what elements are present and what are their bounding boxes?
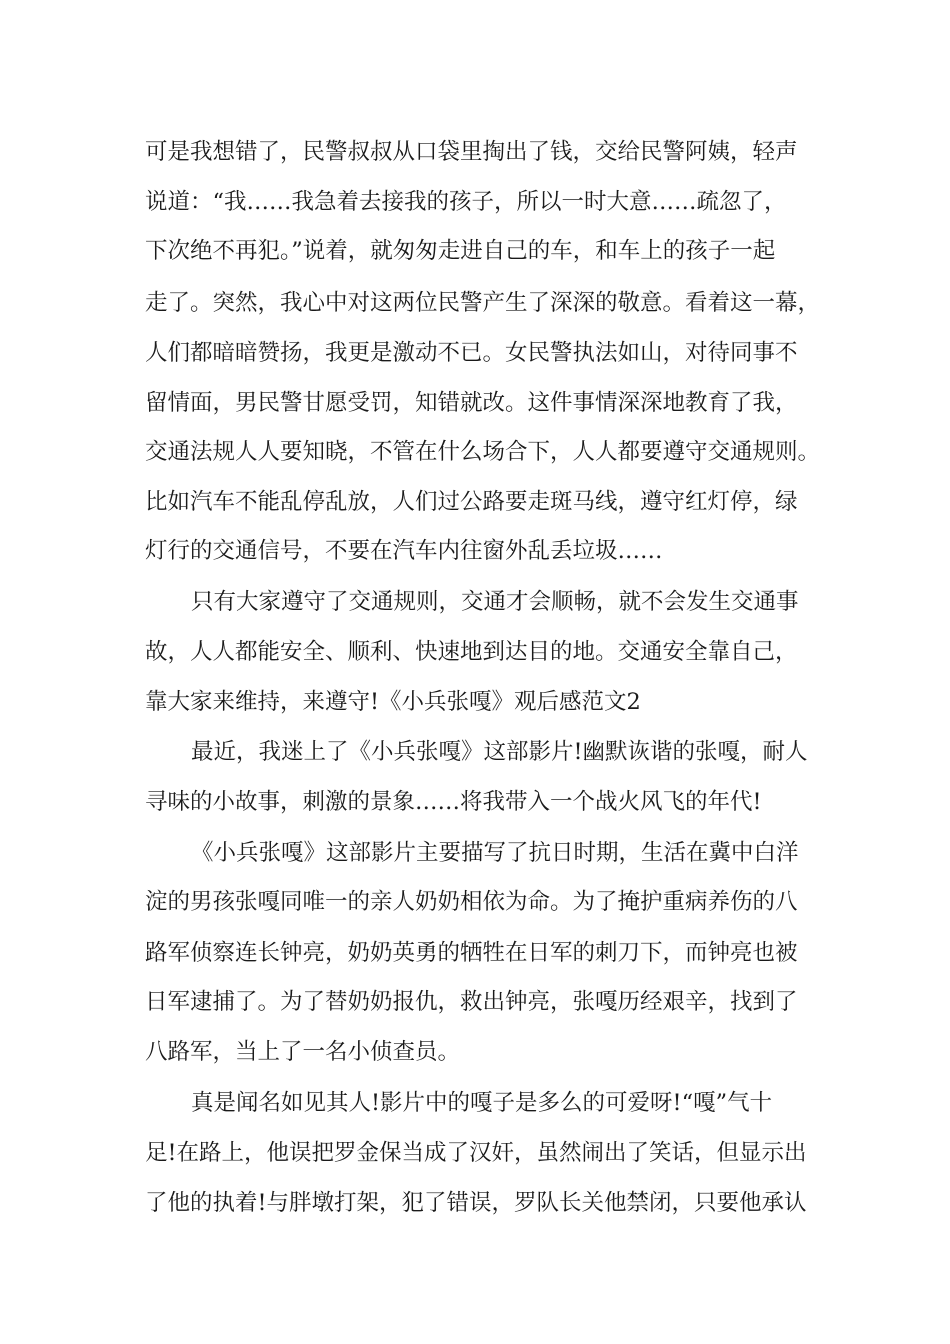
- text-line: 路军侦察连长钟亮，奶奶英勇的牺牲在日军的刺刀下，而钟亮也被: [145, 940, 798, 966]
- text-line: 留情面，男民警甘愿受罚，知错就改。这件事情深深地教育了我，: [145, 390, 798, 416]
- text-line: 足!在路上，他误把罗金保当成了汉奸，虽然闹出了笑话，但显示出: [145, 1140, 807, 1166]
- paragraph-start: 真是闻名如见其人!影片中的嘎子是多么的可爱呀!“嘎”气十: [191, 1090, 773, 1116]
- text-line: 淀的男孩张嘎同唯一的亲人奶奶相依为命。为了掩护重病养伤的八: [145, 889, 798, 915]
- text-line: 人们都暗暗赞扬，我更是激动不已。女民警执法如山，对待同事不: [145, 340, 798, 366]
- text-line: 可是我想错了，民警叔叔从口袋里掏出了钱，交给民警阿姨，轻声: [145, 139, 798, 165]
- text-line: 靠大家来维持，来遵守!《小兵张嘎》观后感范文2: [145, 689, 641, 715]
- text-line: 日军逮捕了。为了替奶奶报仇，救出钟亮，张嘎历经艰辛，找到了: [145, 989, 798, 1015]
- text-line: 故，人人都能安全、顺利、快速地到达目的地。交通安全靠自己，: [145, 639, 798, 665]
- text-line: 了他的执着!与胖墩打架，犯了错误，罗队长关他禁闭，只要他承认: [145, 1190, 807, 1216]
- paragraph-start: 只有大家遵守了交通规则，交通才会顺畅，就不会发生交通事: [191, 589, 799, 615]
- text-line: 灯行的交通信号，不要在汽车内往窗外乱丢垃圾……: [145, 538, 663, 564]
- text-line: 走了。突然，我心中对这两位民警产生了深深的敬意。看着这一幕，: [145, 290, 821, 316]
- text-line: 交通法规人人要知晓，不管在什么场合下，人人都要遵守交通规则。: [145, 439, 821, 465]
- text-line: 比如汽车不能乱停乱放，人们过公路要走斑马线，遵守红灯停，绿: [145, 489, 798, 515]
- text-line: 说道：“我……我急着去接我的孩子，所以一时大意……疏忽了，: [145, 189, 787, 215]
- text-line: 下次绝不再犯。”说着，就匆匆走进自己的车，和车上的孩子一起: [145, 238, 776, 264]
- paragraph-start: 《小兵张嘎》这部影片主要描写了抗日时期，生活在冀中白洋: [191, 840, 799, 866]
- paragraph-start: 最近，我迷上了《小兵张嘎》这部影片!幽默诙谐的张嘎，耐人: [191, 739, 808, 765]
- text-line: 八路军，当上了一名小侦查员。: [145, 1039, 461, 1065]
- text-line: 寻味的小故事，刺激的景象……将我带入一个战火风飞的年代!: [145, 789, 762, 815]
